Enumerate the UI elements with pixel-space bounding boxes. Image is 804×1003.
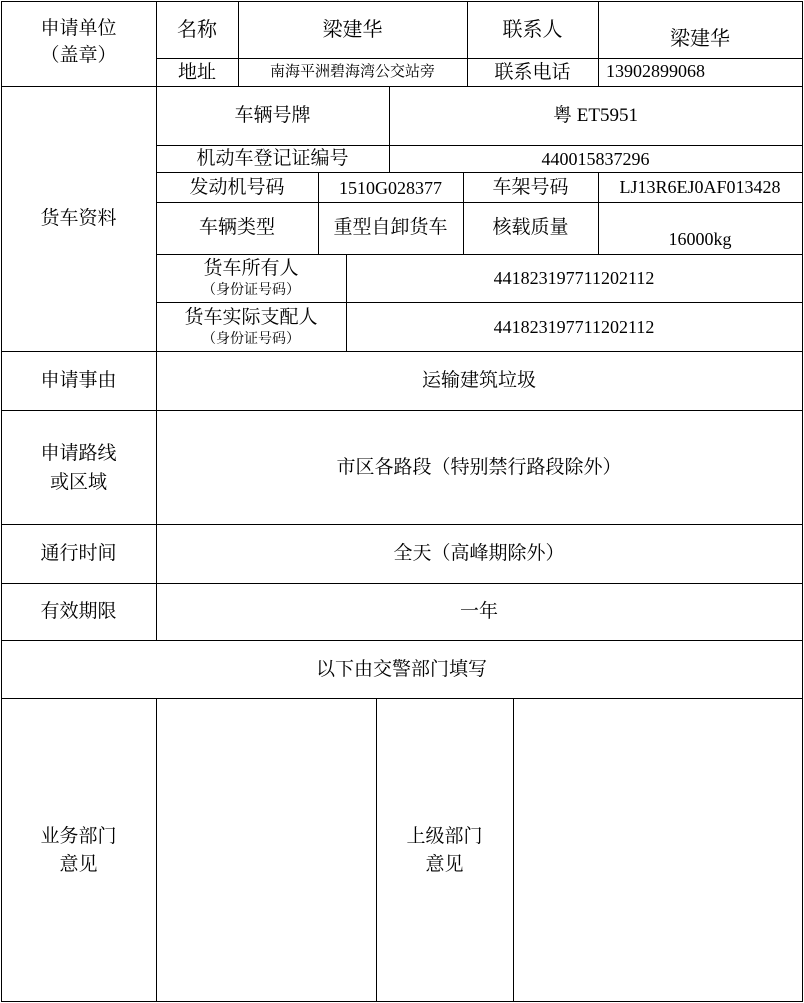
- route-label-2: 或区域: [49, 472, 107, 493]
- divider: [1, 698, 803, 699]
- divider: [156, 172, 803, 173]
- validity-value: 一年: [459, 601, 498, 622]
- superior-dept-label-2: 意见: [425, 854, 464, 875]
- reason-label: 申请事由: [40, 370, 117, 391]
- border-left: [1, 1, 2, 1002]
- route-value: 市区各路段（特别禁行路段除外）: [336, 457, 622, 478]
- vehicle-type-label: 车辆类型: [198, 217, 275, 238]
- divider: [1, 410, 803, 411]
- time-value: 全天（高峰期除外）: [393, 543, 565, 564]
- owner-id-note: （身份证号码）: [202, 283, 300, 298]
- engine-value: 1510G028377: [339, 178, 442, 198]
- load-capacity-value: 16000kg: [668, 229, 732, 249]
- name-value: 梁建华: [322, 19, 383, 41]
- registration-label: 机动车登记证编号: [196, 148, 349, 169]
- owner-label: 货车所有人: [203, 258, 299, 279]
- divider: [1, 86, 803, 87]
- frame-label: 车架号码: [492, 177, 569, 198]
- police-section-header: 以下由交警部门填写: [315, 659, 487, 680]
- plate-label: 车辆号牌: [234, 105, 311, 126]
- divider: [156, 58, 803, 59]
- contact-value: 梁建华: [670, 28, 730, 50]
- divider: [1, 351, 803, 352]
- divider: [156, 145, 803, 146]
- applicant-unit-label: 申请单位: [40, 18, 117, 39]
- divider: [513, 698, 514, 1002]
- divider: [1, 640, 803, 641]
- applicant-unit-stamp-note: （盖章）: [40, 45, 117, 66]
- divider: [156, 254, 803, 255]
- border-bottom: [1, 1001, 803, 1002]
- plate-value: 粤 ET5951: [553, 105, 638, 126]
- time-label: 通行时间: [40, 543, 117, 564]
- address-label: 地址: [177, 62, 216, 83]
- contact-label: 联系人: [502, 19, 563, 41]
- border-right: [802, 1, 803, 1002]
- vehicle-type-value: 重型自卸货车: [333, 217, 448, 238]
- controller-id-value: 441823197711202112: [493, 317, 655, 337]
- vehicle-section-label: 货车资料: [40, 208, 117, 229]
- controller-label: 货车实际支配人: [184, 307, 318, 328]
- load-capacity-label: 核载质量: [492, 217, 569, 238]
- divider: [376, 698, 377, 1002]
- reason-value: 运输建筑垃圾: [421, 370, 536, 391]
- business-dept-label-2: 意见: [59, 854, 98, 875]
- phone-value: 13902899068: [606, 61, 705, 81]
- owner-id-value: 441823197711202112: [493, 268, 655, 288]
- frame-value: LJ13R6EJ0AF013428: [619, 177, 781, 197]
- divider: [156, 698, 157, 1002]
- controller-id-note: （身份证号码）: [202, 332, 300, 347]
- divider: [156, 202, 803, 203]
- divider: [156, 302, 803, 303]
- address-value: 南海平洲碧海湾公交站旁: [269, 64, 435, 80]
- validity-label: 有效期限: [40, 601, 117, 622]
- engine-label: 发动机号码: [189, 177, 285, 198]
- divider: [1, 583, 803, 584]
- phone-label: 联系电话: [494, 62, 571, 83]
- route-label: 申请路线: [40, 443, 117, 464]
- border-top: [1, 1, 803, 2]
- business-dept-label: 业务部门: [40, 826, 117, 847]
- superior-dept-label: 上级部门: [406, 826, 483, 847]
- divider: [1, 524, 803, 525]
- name-label: 名称: [177, 19, 217, 41]
- registration-value: 440015837296: [541, 149, 650, 169]
